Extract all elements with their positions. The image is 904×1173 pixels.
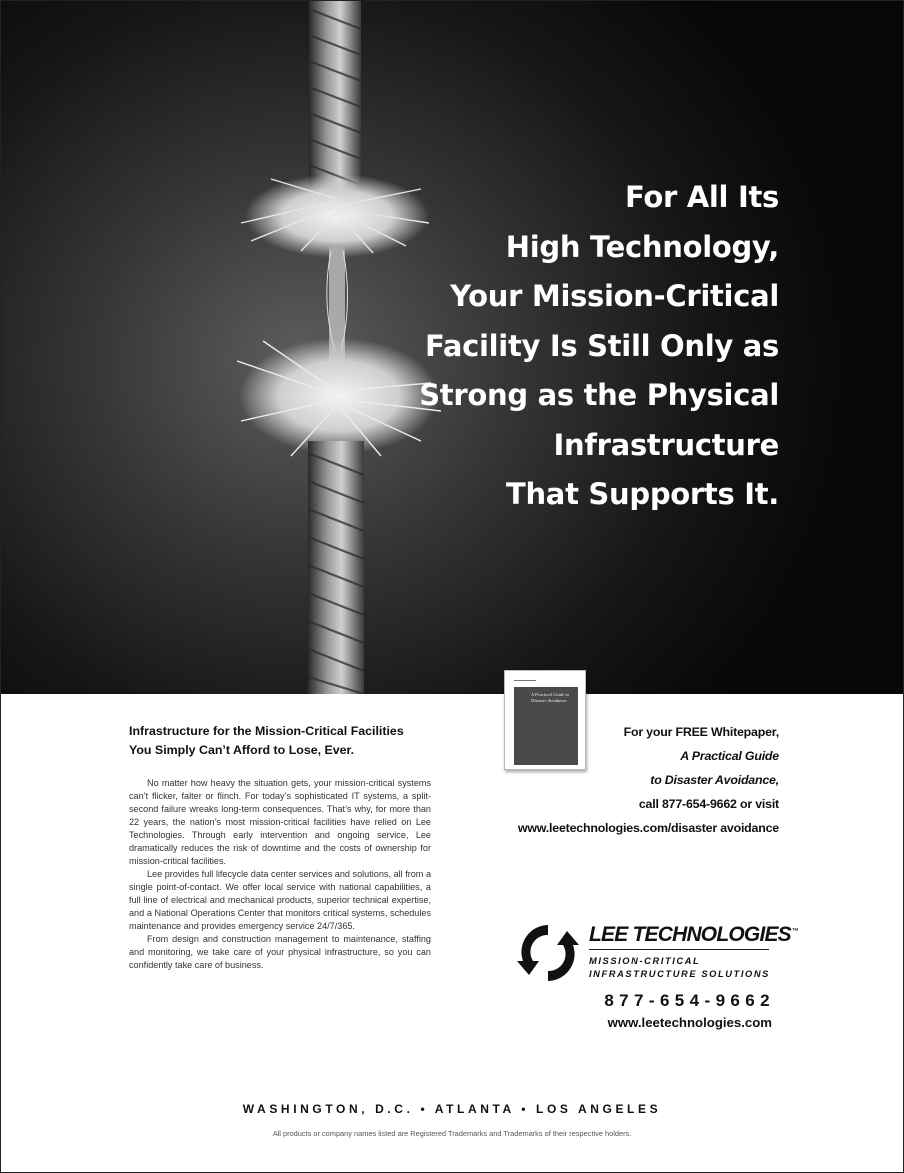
body-paragraph: No matter how heavy the situation gets, your mission-critical systems can’t flicker, falter or flinch. For today’s sophisticated IT systems, a split-second failure wreaks long-term consequences. That’s why, for more than 22 years, the nation’s most mission-critical facilities have relied on Lee Technologies. Through early intervention and ongoing service, Lee dramatically reduces the risk of downtime and the costs of ownership for mission-critical facilities. (129, 778, 431, 866)
body-copy (129, 777, 431, 972)
body-paragraph: Lee provides full lifecycle data center services and solutions, all from a single point-of-contact. We offer local service with national capabilities, a full line of electrical and mechanical products, superior technical expertise, and a National Operations Center that monitors critical systems, schedules maintenance and provides emergency service 24/7/365. (129, 869, 431, 931)
tagline-line: INFRASTRUCTURE SOLUTIONS (589, 968, 770, 979)
offer-title-line: to Disaster Avoidance, (650, 773, 779, 787)
whitepaper-offer (439, 720, 779, 840)
subhead-line: You Simply Can’t Afford to Lose, Ever. (129, 743, 355, 757)
subhead (129, 722, 449, 760)
booklet-logo (514, 680, 536, 684)
trademark-disclaimer: All products or company names listed are Registered Trademarks and Trademarks of their respective holders. (272, 1129, 632, 1138)
body-paragraph: From design and construction management to maintenance, staffing and monitoring, we take care of your physical infrastructure, so you can confidently take care of business. (129, 934, 431, 970)
offer-line: For your FREE Whitepaper, (623, 725, 779, 739)
offer-title-line: A Practical Guide (680, 749, 779, 763)
tagline-line: MISSION-CRITICAL (589, 956, 701, 966)
hero-photo (1, 1, 903, 694)
logo-divider (589, 949, 769, 950)
headline-line: That Supports It. (505, 477, 779, 511)
circular-arrows-icon (515, 919, 581, 987)
logo-tagline (589, 955, 770, 980)
offer-url-link[interactable]: www.leetechnologies.com/disaster avoidance (517, 821, 779, 835)
headline-line: Infrastructure (553, 427, 779, 462)
booklet-title: A Practical Guide to Disaster Avoidance (531, 692, 570, 703)
headline-line: Facility Is Still Only as (425, 328, 779, 363)
headline (319, 173, 779, 520)
office-locations: WASHINGTON, D.C. • ATLANTA • LOS ANGELES (242, 1102, 662, 1116)
contact-website-link[interactable]: www.leetechnologies.com (607, 1015, 772, 1030)
headline-line: Strong as the Physical (419, 378, 779, 412)
headline-line: Your Mission-Critical (450, 279, 779, 313)
headline-line: High Technology, (505, 229, 779, 264)
offer-phone-line: call 877-654-9662 or visit (638, 797, 779, 811)
company-logo-name (589, 923, 798, 947)
trademark-symbol: ™ (791, 928, 799, 935)
logo-name-text: LEE TECHNOLOGIES (589, 923, 791, 946)
contact-phone: 877-654-9662 (604, 991, 775, 1010)
subhead-line: Infrastructure for the Mission-Critical Facilities (129, 724, 404, 738)
headline-line: For All Its (625, 180, 779, 214)
